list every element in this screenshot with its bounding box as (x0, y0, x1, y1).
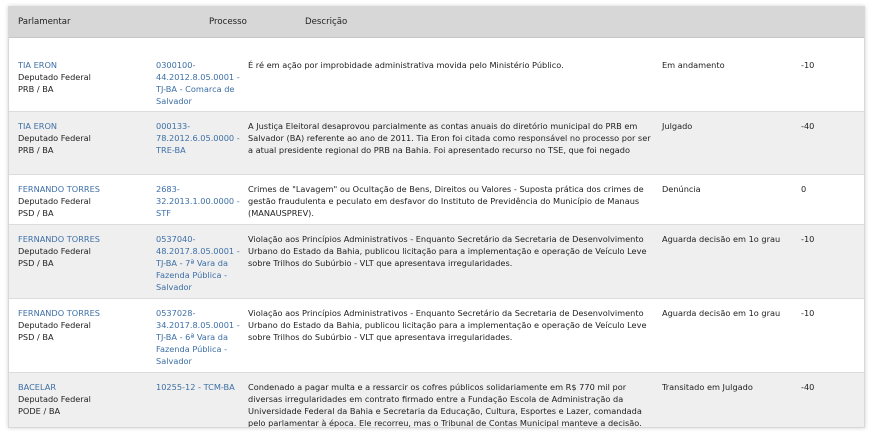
parlamentar-link[interactable]: FERNANDO TORRES (18, 234, 100, 244)
status: Em andamento (662, 60, 725, 70)
partido: PSD / BA (18, 208, 54, 218)
descricao: A Justiça Eleitoral desaprovou parcialmente as contas anuais do diretório municipal do PRB em Salvador (BA) referente ao ano de 2011. Tia Eron foi citada como responsável no processo por ser a atual presidente regional do PRB na Bahia. Foi apresentado recurso no TSE, que foi negado (248, 121, 651, 155)
header-descricao: Descrição (305, 17, 348, 27)
table-header (9, 7, 864, 38)
table-row (9, 51, 864, 112)
status: Denúncia (662, 184, 701, 194)
header-processo: Processo (209, 17, 247, 27)
status: Aguarda decisão em 1o grau (662, 308, 781, 318)
parlamentar-link[interactable]: FERNANDO TORRES (18, 184, 100, 194)
descricao: Violação aos Princípios Administrativos - Enquanto Secretário da Secretaria de Desenvolvimento Urbano do Estado da Bahia, publicou licitação para a implementação e operação de Veículo Leve sobre Trilhos do Subúrbio - VLT que apresentava irregularidades. (248, 308, 647, 342)
descricao: Crimes de "Lavagem" ou Ocultação de Bens, Direitos ou Valores - Suposta prática dos crimes de gestão fraudulenta e peculato em desfavor do Instituto de Previdência do Município de Manaus (MANAUSPREV). (248, 184, 644, 218)
parlamentar-cell (18, 381, 148, 417)
partido: PRB / BA (18, 84, 54, 94)
pontos: -10 (801, 308, 815, 318)
pontos: 0 (801, 184, 807, 194)
status: Aguarda decisão em 1o grau (662, 234, 781, 244)
pontos: -10 (801, 234, 815, 244)
table-row (9, 112, 864, 175)
parlamentar-link[interactable]: TIA ERON (18, 121, 58, 131)
cargo: Deputado Federal (18, 72, 91, 82)
pontos: -40 (801, 121, 815, 131)
processos-table (8, 6, 865, 428)
parlamentar-cell (18, 183, 148, 219)
parlamentar-link[interactable]: BACELAR (18, 382, 57, 392)
cargo: Deputado Federal (18, 320, 91, 330)
processo-link[interactable]: 0537040-48.2017.8.05.0001 - TJ-BA - 7ª Vara da Fazenda Pública - Salvador (156, 234, 240, 292)
parlamentar-cell (18, 120, 148, 156)
descricao: Violação aos Princípios Administrativos - Enquanto Secretário da Secretaria de Desenvolvimento Urbano do Estado da Bahia, publicou licitação para a implementação e operação de Veículo Leve sobre Trilhos do Subúrbio - VLT que apresentava irregularidades. (248, 234, 647, 268)
cargo: Deputado Federal (18, 196, 91, 206)
table-row (9, 175, 864, 225)
table-row (9, 225, 864, 299)
pontos: -10 (801, 60, 815, 70)
table-row (9, 299, 864, 373)
parlamentar-cell (18, 59, 148, 95)
table-row (9, 373, 864, 428)
pontos: -40 (801, 382, 815, 392)
status: Transitado em Julgado (662, 382, 753, 392)
header-parlamentar: Parlamentar (18, 17, 71, 27)
partido: PSD / BA (18, 258, 54, 268)
cargo: Deputado Federal (18, 394, 91, 404)
parlamentar-link[interactable]: FERNANDO TORRES (18, 308, 100, 318)
processo-link[interactable]: 10255-12 - TCM-BA (156, 382, 235, 392)
cargo: Deputado Federal (18, 246, 91, 256)
processo-link[interactable]: 000133-78.2012.6.05.0000 - TRE-BA (156, 121, 240, 155)
status: Julgado (662, 121, 693, 131)
cargo: Deputado Federal (18, 133, 91, 143)
parlamentar-link[interactable]: TIA ERON (18, 60, 58, 70)
descricao: Condenado a pagar multa e a ressarcir os cofres públicos solidariamente em R$ 770 mil por diversas irregularidades em contrato firmado entre a Fundação Escola de Administração da Universidade Federal da Bahia e Secretaria da Educação, Cultura, Esportes e Lazer, comandada pelo parlamentar à época. Ele recorreu, mas o Tribunal de Contas Municipal manteve a decisão. (248, 382, 642, 428)
parlamentar-cell (18, 307, 148, 343)
descricao: É ré em ação por improbidade administrativa movida pelo Ministério Público. (248, 60, 564, 70)
processo-link[interactable]: 0537028-34.2017.8.05.0001 - TJ-BA - 6ª Vara da Fazenda Pública - Salvador (156, 308, 240, 366)
partido: PODE / BA (18, 406, 61, 416)
parlamentar-cell (18, 233, 148, 269)
partido: PRB / BA (18, 145, 54, 155)
partido: PSD / BA (18, 332, 54, 342)
processo-link[interactable]: 2683-32.2013.1.00.0000 - STF (156, 184, 240, 218)
processo-link[interactable]: 0300100-44.2012.8.05.0001 - TJ-BA - Comarca de Salvador (156, 60, 240, 106)
